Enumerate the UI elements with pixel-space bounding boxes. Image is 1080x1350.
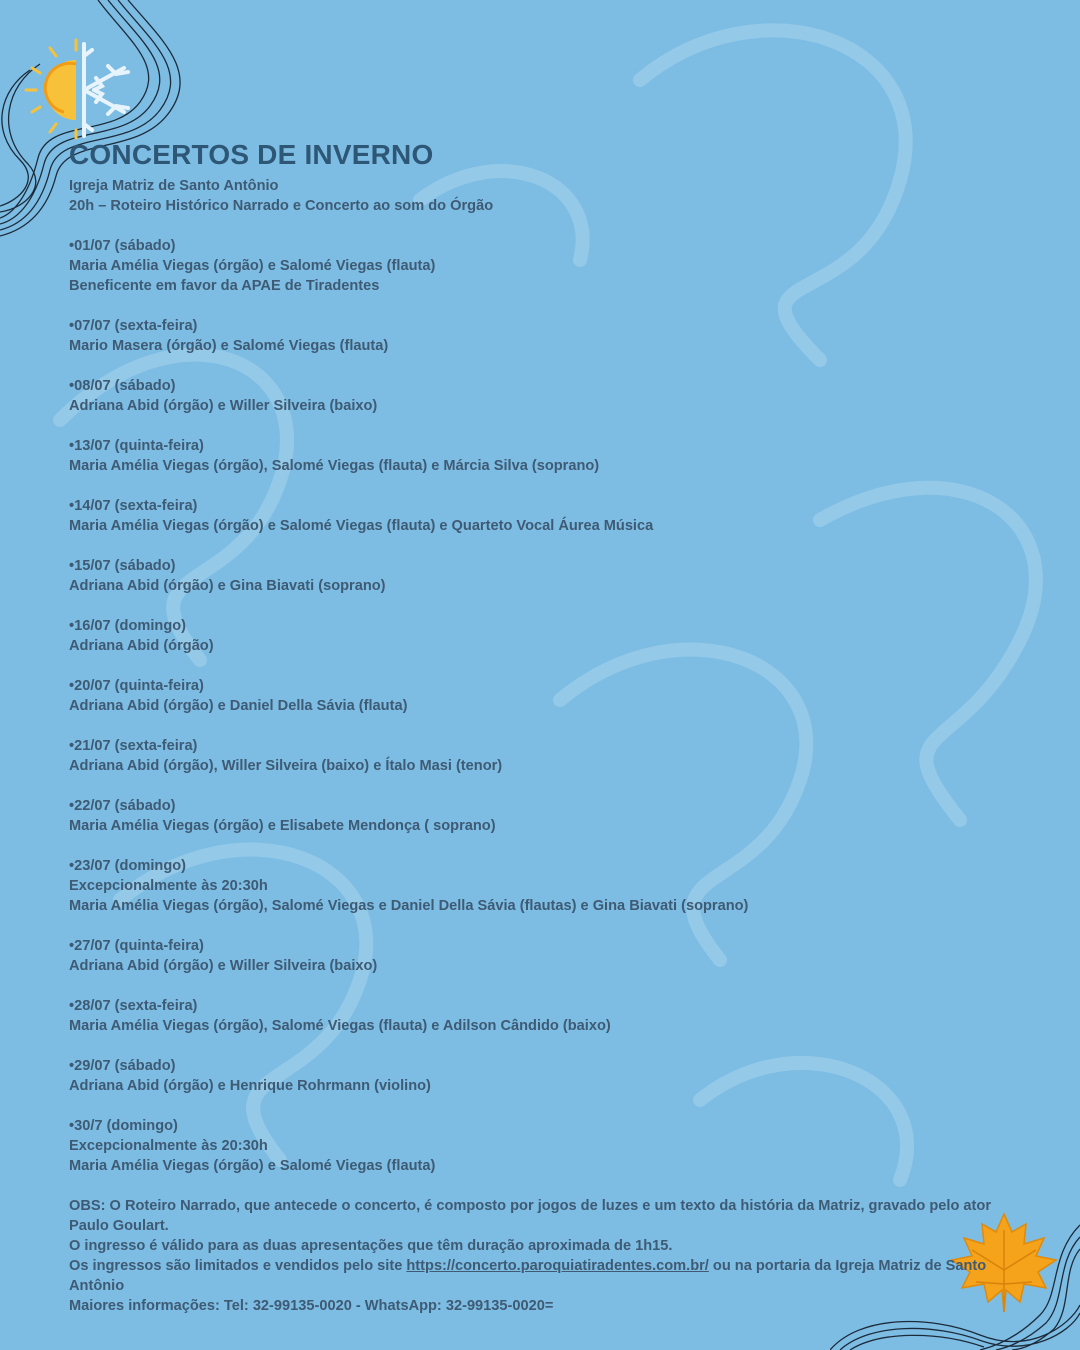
concert-entry bbox=[69, 436, 1009, 476]
concert-detail: Excepcionalmente às 20:30h bbox=[69, 878, 268, 894]
page-title: CONCERTOS DE INVERNO bbox=[69, 139, 434, 170]
concert-date: •20/07 (quinta-feira) bbox=[69, 678, 204, 694]
venue: Igreja Matriz de Santo Antônio bbox=[69, 178, 279, 194]
concert-date: •30/7 (domingo) bbox=[69, 1118, 178, 1134]
ticket-site-link[interactable]: https://concerto.paroquiatiradentes.com.br/ bbox=[406, 1258, 709, 1274]
concert-detail: Maria Amélia Viegas (órgão), Salomé Viegas e Daniel Della Sávia (flautas) e Gina Biavati (soprano) bbox=[69, 898, 749, 914]
schedule-document bbox=[69, 138, 1009, 1316]
concert-detail: Maria Amélia Viegas (órgão), Salomé Viegas (flauta) e Márcia Silva (soprano) bbox=[69, 458, 600, 474]
sun-snowflake-icon bbox=[24, 38, 134, 142]
concert-entry bbox=[69, 1056, 1009, 1096]
concert-date: •27/07 (quinta-feira) bbox=[69, 938, 204, 954]
concert-detail: Adriana Abid (órgão) e Willer Silveira (baixo) bbox=[69, 958, 378, 974]
concert-date: •13/07 (quinta-feira) bbox=[69, 438, 204, 454]
concert-entry bbox=[69, 496, 1009, 536]
concert-entry bbox=[69, 376, 1009, 416]
concert-entry bbox=[69, 676, 1009, 716]
concert-date: •16/07 (domingo) bbox=[69, 618, 187, 634]
concert-date: •15/07 (sábado) bbox=[69, 558, 176, 574]
sales-prefix: Os ingressos são limitados e vendidos pelo site bbox=[69, 1258, 407, 1274]
concert-detail: Maria Amélia Viegas (órgão), Salomé Viegas (flauta) e Adilson Cândido (baixo) bbox=[69, 1018, 611, 1034]
concert-entry bbox=[69, 556, 1009, 596]
concert-detail: Maria Amélia Viegas (órgão) e Salomé Viegas (flauta) bbox=[69, 1158, 436, 1174]
concert-entry bbox=[69, 996, 1009, 1036]
concert-date: •08/07 (sábado) bbox=[69, 378, 176, 394]
concert-entry bbox=[69, 796, 1009, 836]
concert-detail: Maria Amélia Viegas (órgão) e Salomé Viegas (flauta) bbox=[69, 258, 436, 274]
concert-detail: Adriana Abid (órgão) e Gina Biavati (soprano) bbox=[69, 578, 386, 594]
concert-date: •14/07 (sexta-feira) bbox=[69, 498, 198, 514]
concert-entry bbox=[69, 736, 1009, 776]
concert-entry bbox=[69, 616, 1009, 656]
concert-detail: Maria Amélia Viegas (órgão) e Elisabete Mendonça ( soprano) bbox=[69, 818, 496, 834]
concert-detail: Excepcionalmente às 20:30h bbox=[69, 1138, 268, 1154]
contact-info: Maiores informações: Tel: 32-99135-0020 - WhatsApp: 32-99135-0020= bbox=[69, 1298, 554, 1314]
obs-note: OBS: O Roteiro Narrado, que antecede o concerto, é composto por jogos de luzes e um texto da história da Matriz, gravado pelo ator Paulo Goulart. bbox=[69, 1198, 992, 1234]
sales-suffix: ou na portaria da Igreja Matriz de Santo Antônio bbox=[69, 1258, 987, 1294]
concert-detail: Adriana Abid (órgão), Willer Silveira (baixo) e Ítalo Masi (tenor) bbox=[69, 758, 503, 774]
concert-date: •21/07 (sexta-feira) bbox=[69, 738, 198, 754]
program-description: 20h – Roteiro Histórico Narrado e Concerto ao som do Órgão bbox=[69, 198, 494, 214]
concert-list bbox=[69, 236, 1009, 1176]
concert-detail: Adriana Abid (órgão) e Henrique Rohrmann (violino) bbox=[69, 1078, 431, 1094]
concert-date: •28/07 (sexta-feira) bbox=[69, 998, 198, 1014]
concert-detail: Mario Masera (órgão) e Salomé Viegas (flauta) bbox=[69, 338, 389, 354]
concert-detail: Beneficente em favor da APAE de Tiradentes bbox=[69, 278, 380, 294]
concert-entry bbox=[69, 856, 1009, 916]
ticket-validity-note: O ingresso é válido para as duas apresentações que têm duração aproximada de 1h15. bbox=[69, 1238, 673, 1254]
concert-date: •07/07 (sexta-feira) bbox=[69, 318, 198, 334]
concert-date: •29/07 (sábado) bbox=[69, 1058, 176, 1074]
concert-detail: Adriana Abid (órgão) e Daniel Della Sávia (flauta) bbox=[69, 698, 408, 714]
spacer bbox=[69, 216, 1009, 236]
concert-entry bbox=[69, 236, 1009, 296]
concert-date: •23/07 (domingo) bbox=[69, 858, 187, 874]
concert-entry bbox=[69, 316, 1009, 356]
concert-date: •22/07 (sábado) bbox=[69, 798, 176, 814]
concert-entry bbox=[69, 1116, 1009, 1176]
concert-entry bbox=[69, 936, 1009, 976]
sales-note bbox=[69, 1256, 1009, 1296]
concert-date: •01/07 (sábado) bbox=[69, 238, 176, 254]
concert-detail: Adriana Abid (órgão) e Willer Silveira (baixo) bbox=[69, 398, 378, 414]
concert-detail: Maria Amélia Viegas (órgão) e Salomé Viegas (flauta) e Quarteto Vocal Áurea Música bbox=[69, 518, 654, 534]
notes bbox=[69, 1196, 1009, 1316]
concert-detail: Adriana Abid (órgão) bbox=[69, 638, 214, 654]
